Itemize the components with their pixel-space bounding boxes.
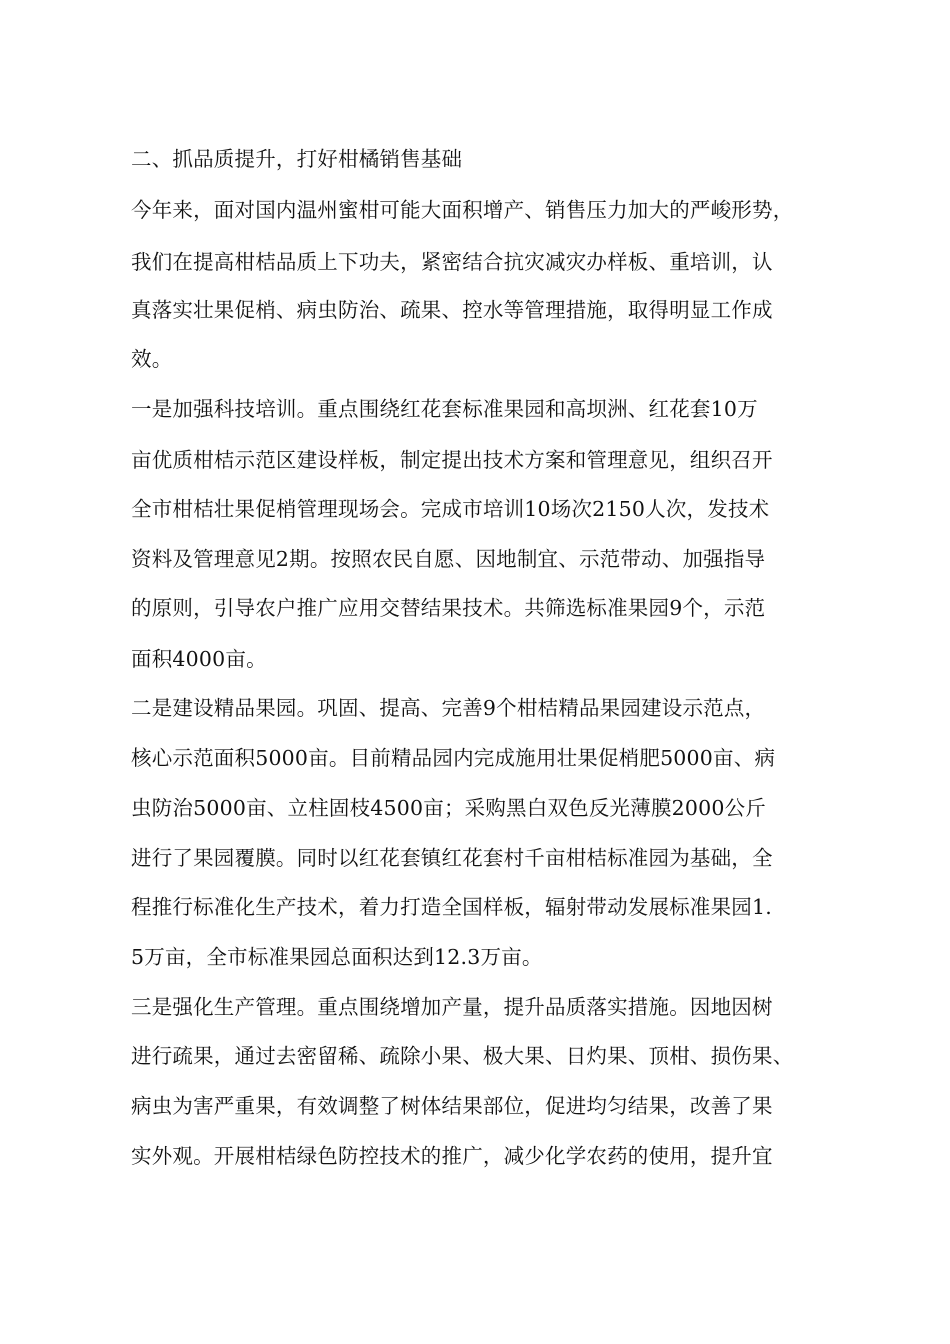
text-line: 资料及管理意见2期。按照农民自愿、因地制宜、示范带动、加强指导 bbox=[131, 547, 766, 571]
text-line: 亩优质柑桔示范区建设样板，制定提出技术方案和管理意见，组织召开 bbox=[131, 448, 773, 472]
text-line: 效。 bbox=[131, 347, 173, 371]
text-line: 全市柑桔壮果促梢管理现场会。完成市培训10场次2150人次，发技术 bbox=[131, 497, 770, 521]
text-line: 5万亩，全市标准果园总面积达到12.3万亩。 bbox=[131, 945, 543, 969]
text-line: 三是强化生产管理。重点围绕增加产量，提升品质落实措施。因地因树 bbox=[131, 995, 773, 1019]
text-line: 一是加强科技培训。重点围绕红花套标准果园和高坝洲、红花套10万 bbox=[131, 397, 758, 421]
text-line: 进行疏果，通过去密留稀、疏除小果、极大果、日灼果、顶柑、损伤果、 bbox=[131, 1044, 794, 1068]
section-heading: 二、抓品质提升，打好柑橘销售基础 bbox=[131, 147, 463, 171]
text-line: 我们在提高柑桔品质上下功夫，紧密结合抗灾减灾办样板、重培训，认 bbox=[131, 250, 773, 274]
text-line: 二是建设精品果园。巩固、提高、完善9个柑桔精品果园建设示范点， bbox=[131, 696, 766, 720]
text-line: 核心示范面积5000亩。目前精品园内完成施用壮果促梢肥5000亩、病 bbox=[131, 746, 776, 770]
text-line: 病虫为害严重果，有效调整了树体结果部位，促进均匀结果，改善了果 bbox=[131, 1094, 773, 1118]
text-line: 程推行标准化生产技术，着力打造全国样板，辐射带动发展标准果园1. bbox=[131, 895, 772, 919]
text-line: 实外观。开展柑桔绿色防控技术的推广，减少化学农药的使用，提升宜 bbox=[131, 1144, 773, 1168]
text-line: 今年来，面对国内温州蜜柑可能大面积增产、销售压力加大的严峻形势， bbox=[131, 198, 794, 222]
text-line: 虫防治5000亩、立柱固枝4500亩；采购黑白双色反光薄膜2000公斤 bbox=[131, 796, 767, 820]
text-line: 的原则，引导农户推广应用交替结果技术。共筛选标准果园9个，示范 bbox=[131, 596, 766, 620]
text-line: 进行了果园覆膜。同时以红花套镇红花套村千亩柑桔标准园为基础，全 bbox=[131, 846, 773, 870]
text-line: 面积4000亩。 bbox=[131, 647, 267, 671]
text-line: 真落实壮果促梢、病虫防治、疏果、控水等管理措施，取得明显工作成 bbox=[131, 298, 773, 322]
